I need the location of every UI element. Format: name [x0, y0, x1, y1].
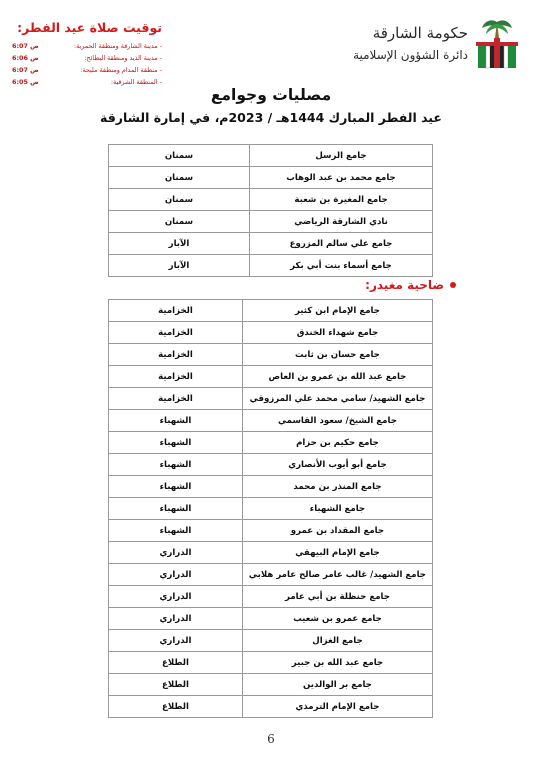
department-name: دائرة الشؤون الإسلامية — [353, 48, 468, 62]
mosque-area: الدراري — [109, 630, 243, 652]
mosque-area: الطلاع — [109, 652, 243, 674]
mosque-name: جامع الشهباء — [242, 498, 432, 520]
mosque-area: الشهباء — [109, 498, 243, 520]
mosque-area: الآبار — [109, 233, 250, 255]
table-row — [109, 344, 433, 366]
table-row — [109, 476, 433, 498]
table-row — [109, 211, 433, 233]
table-row — [109, 674, 433, 696]
mosque-area: الشهباء — [109, 410, 243, 432]
mosque-name: جامع أسماء بنت أبي بكر — [250, 255, 433, 277]
mosque-area: الخزامية — [109, 388, 243, 410]
timing-time: 6:07 ص — [12, 42, 39, 50]
table-row — [109, 300, 433, 322]
mosque-name: جامع عبد الله بن جبير — [242, 652, 432, 674]
mosque-name: جامع محمد بن عبد الوهاب — [250, 167, 433, 189]
mosque-area: الشهباء — [109, 454, 243, 476]
mosque-area: الخزامية — [109, 322, 243, 344]
mosque-name: جامع الإمام البيهقي — [242, 542, 432, 564]
timing-time: 6:06 ص — [12, 54, 39, 62]
mosque-area: الدراري — [109, 542, 243, 564]
mosque-name: جامع أبو أيوب الأنصاري — [242, 454, 432, 476]
mosque-area: سمنان — [109, 211, 250, 233]
mosque-name: جامع علي سالم المزروع — [250, 233, 433, 255]
mosque-name: جامع الشهيد/ سامي محمد علي المرزوقي — [242, 388, 432, 410]
timing-label: - مدينة الشارقة ومنطقة الحمرية: — [73, 42, 162, 50]
mosque-area: الدراري — [109, 608, 243, 630]
mosque-name: جامع الرسل — [250, 145, 433, 167]
timing-row — [12, 52, 162, 64]
timing-title: توقيت صلاة عيد الفطر: — [17, 20, 162, 35]
mosque-area: الخزامية — [109, 366, 243, 388]
mosque-area: الشهباء — [109, 476, 243, 498]
table-row — [109, 498, 433, 520]
table-row — [109, 366, 433, 388]
section-heading — [365, 278, 456, 292]
mosque-name: جامع الإمام الترمذي — [242, 696, 432, 718]
mosque-name: جامع الغزال — [242, 630, 432, 652]
page-title: مصليات وجوامع — [210, 86, 332, 104]
mosque-area: الخزامية — [109, 300, 243, 322]
timing-label: - منطقة المدام ومنطقة مليحة: — [80, 66, 162, 74]
table-row — [109, 454, 433, 476]
table-row — [109, 586, 433, 608]
table-row — [109, 696, 433, 718]
timing-label: - مدينة الذيد ومنطقة البطائح: — [84, 54, 162, 62]
emblem-icon — [474, 16, 520, 74]
timing-time: 6:05 ص — [12, 78, 39, 86]
mosque-name: جامع حكيم بن حزام — [242, 432, 432, 454]
mosque-name: جامع بر الوالدين — [242, 674, 432, 696]
mosque-name: جامع حسان بن ثابت — [242, 344, 432, 366]
table-row — [109, 388, 433, 410]
table-row — [109, 189, 433, 211]
table-row — [109, 145, 433, 167]
timing-row — [12, 40, 162, 52]
mosque-name: جامع المغيرة بن شعبة — [250, 189, 433, 211]
table-row — [109, 564, 433, 586]
table-row — [109, 630, 433, 652]
table-row — [109, 167, 433, 189]
timing-row — [12, 64, 162, 76]
mosque-name: جامع عبد الله بن عمرو بن العاص — [242, 366, 432, 388]
mosque-area: الدراري — [109, 586, 243, 608]
table-row — [109, 233, 433, 255]
timing-time: 6:07 ص — [12, 66, 39, 74]
mosque-name: جامع الإمام ابن كثير — [242, 300, 432, 322]
table-row — [109, 520, 433, 542]
table-row — [109, 255, 433, 277]
mosque-area: سمنان — [109, 167, 250, 189]
eid-prayer-timing — [12, 20, 162, 88]
mosque-name: جامع الشهيد/ غالب عامر صالح عامر هلابي — [242, 564, 432, 586]
page-number: 6 — [267, 732, 275, 746]
table-row — [109, 652, 433, 674]
bullet-icon — [450, 282, 456, 288]
page-subtitle: عيد الفطر المبارك 1444هـ / 2023م، في إمارة الشارقة — [100, 110, 442, 125]
mosques-table-2 — [108, 299, 433, 718]
mosque-area: الآبار — [109, 255, 250, 277]
table-row — [109, 322, 433, 344]
mosque-area: الطلاع — [109, 674, 243, 696]
table-row — [109, 608, 433, 630]
mosque-name: جامع المنذر بن محمد — [242, 476, 432, 498]
mosque-name: جامع حنظلة بن أبي عامر — [242, 586, 432, 608]
mosque-area: الدراري — [109, 564, 243, 586]
mosque-area: سمنان — [109, 145, 250, 167]
table-row — [109, 542, 433, 564]
mosque-name: جامع المقداد بن عمرو — [242, 520, 432, 542]
section-label: ضاحية مغيدر: — [365, 278, 444, 292]
mosque-area: الطلاع — [109, 696, 243, 718]
mosque-name: نادي الشارقة الرياضي — [250, 211, 433, 233]
mosque-area: الشهباء — [109, 432, 243, 454]
government-logo — [330, 14, 520, 74]
government-name: حكومة الشارقة — [372, 24, 468, 42]
mosque-area: الشهباء — [109, 520, 243, 542]
mosques-table-1 — [108, 144, 433, 277]
timing-label: - المنطقة الشرقية: — [110, 78, 162, 86]
table-row — [109, 410, 433, 432]
mosque-name: جامع الشيخ/ سعود القاسمي — [242, 410, 432, 432]
mosque-area: سمنان — [109, 189, 250, 211]
mosque-name: جامع شهداء الخندق — [242, 322, 432, 344]
mosque-name: جامع عمرو بن شعيب — [242, 608, 432, 630]
table-row — [109, 432, 433, 454]
mosque-area: الخزامية — [109, 344, 243, 366]
